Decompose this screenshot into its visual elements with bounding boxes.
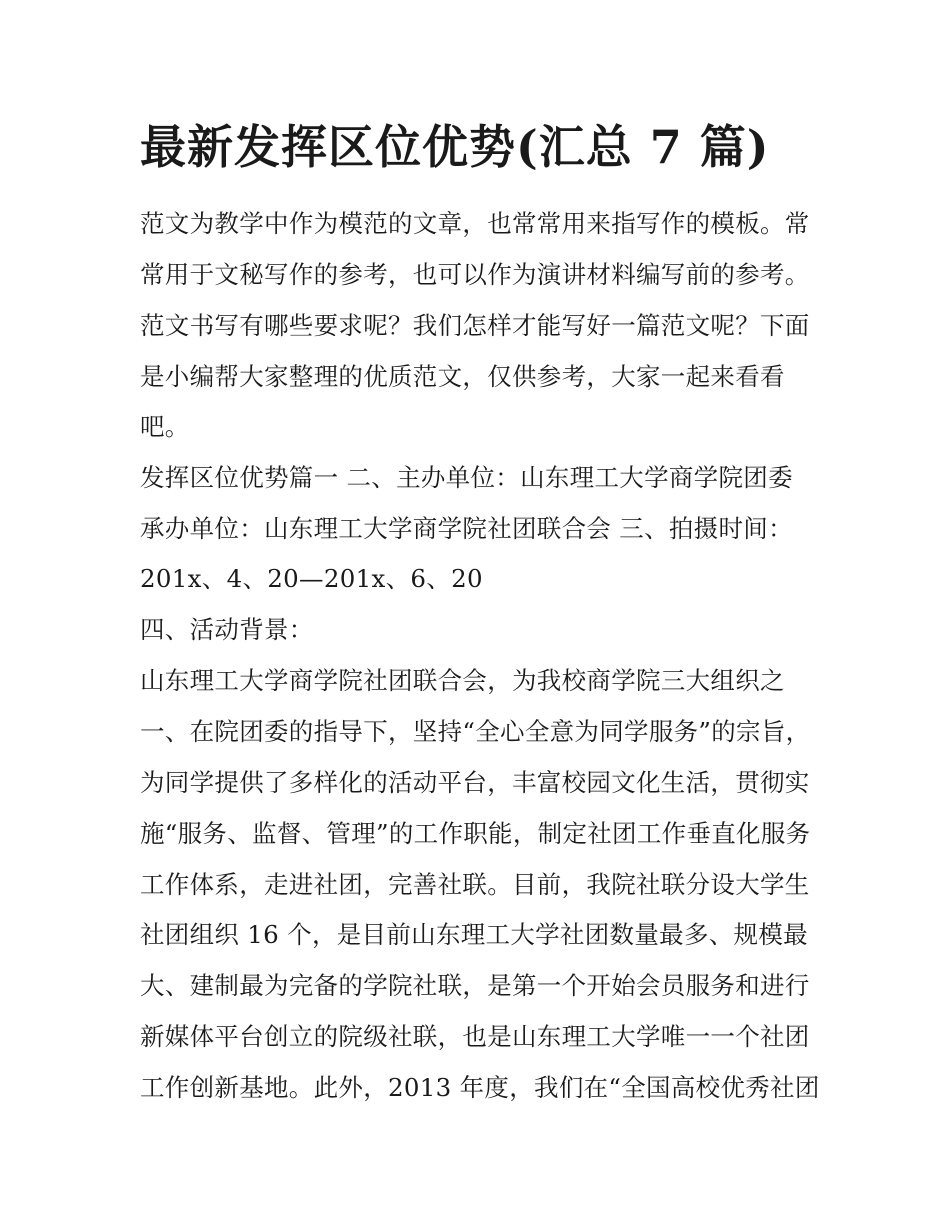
body-line: 施“服务、监督、管理”的工作职能，制定社团工作垂直化服务 (140, 819, 811, 848)
body-line: 为同学提供了多样化的活动平台，丰富校园文化生活，贯彻实 (140, 768, 810, 797)
document-title: 最新发挥区位优势(汇总 7 篇) (140, 120, 770, 174)
body-line: 大、建制最为完备的学院社联，是第一个开始会员服务和进行 (140, 971, 810, 1000)
body-line: 工作体系，走进社团，完善社联。目前，我院社联分设大学生 (140, 870, 810, 899)
body-line: 范文为教学中作为模范的文章，也常常用来指写作的模板。常 (140, 209, 810, 238)
body-line: 一、在院团委的指导下，坚持“全心全意为同学服务”的宗旨， (140, 717, 811, 746)
body-line: 承办单位：山东理工大学商学院社团联合会 三、拍摄时间： (140, 514, 793, 543)
body-line: 吧。 (140, 412, 190, 441)
body-line: 工作创新基地。此外，2013 年度，我们在“全国高校优秀社团 (140, 1073, 820, 1102)
body-line: 是小编帮大家整理的优质范文，仅供参考，大家一起来看看 (140, 362, 785, 391)
body-line: 范文书写有哪些要求呢？我们怎样才能写好一篇范文呢？下面 (140, 311, 810, 340)
body-line: 山东理工大学商学院社团联合会，为我校商学院三大组织之 (140, 666, 785, 695)
body-line: 新媒体平台创立的院级社联，也是山东理工大学唯一一个社团 (140, 1022, 810, 1051)
section-heading: 四、活动背景： (140, 615, 314, 644)
body-line: 发挥区位优势篇一 二、主办单位：山东理工大学商学院团委 (140, 463, 793, 492)
body-line: 社团组织 16 个，是目前山东理工大学社团数量最多、规模最 (140, 920, 808, 949)
body-line: 常用于文秘写作的参考，也可以作为演讲材料编写前的参考。 (140, 260, 810, 289)
body-line: 201x、4、20—201x、6、20 (140, 564, 483, 593)
